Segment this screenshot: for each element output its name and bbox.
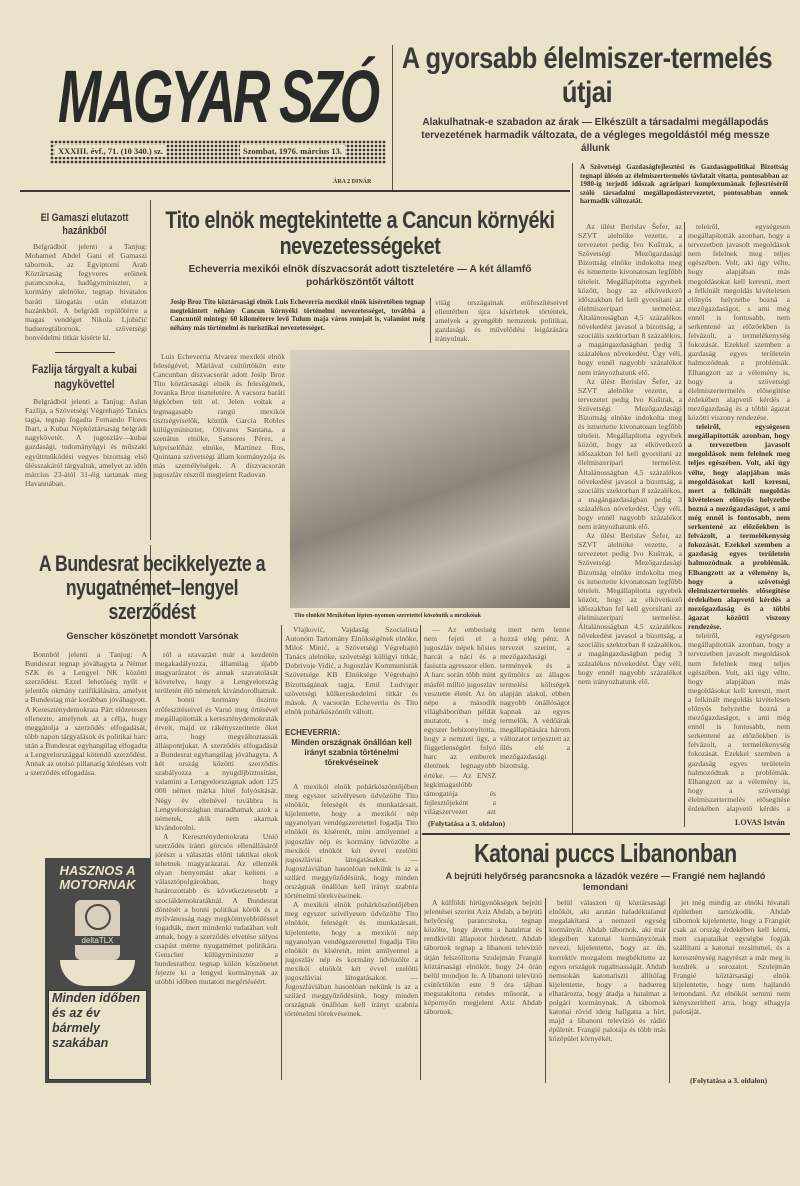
- paragraph: Belgrádból jelenti a Tanjug: Mohamed Abdel Gani el Gamaszi tábornok, az Egyiptomi Arab Köztársaság fegyveres erőinek parancsnoka, hadügyminiszter, a kormány alelnöke, tegnap hivatalos baráti látogatás után elutazott hazánkból. A belgrádi repülőtérre a magas vendéget Nikola Ljubičić hadseregtábornok, szövetségi honvédelmi titkár kísérte ki.: [25, 242, 147, 342]
- ad-slogan: Minden időben és az év bármely szakában: [48, 990, 147, 1080]
- paragraph: jet még mindig az elnöki hivatali épületben tartózkodik. Ahdab tábornok kijelentette, hogy a Frangiét csak az ország érdekében kell kérni, mert csapataikat egységbe fogják szállítani a katonai rezsimmel, és a kereszténység nagyrészt a már meg is kezdték a sorozatot. Szulejmán Frangié köztársasági elnök kijelentette, hogy nem hajlandó lemondani. Az elnököt semmi nem kényszerítheti arra, hogy elhagyja palotáját.: [673, 898, 790, 1017]
- katonai-body-2: [549, 898, 666, 1083]
- paragraph: belül válaszon új köztársasági elnököt, aki azután haladéktalanul megalakítaná a nemzeti egység kormányát. Ahdab tábornok, aki már idegeiben katonai kormányzónak nevezi, kijelentette, hogy az ún. korrektív mozgalom megbékítette az egyes országok rugalmasságát. Ahdab nemsokán katonatiszti állítólag kijelentette, hogy a hadsereg elhatározta, hogy átadja a hatalmat a polgári kormánynak. A tábornok katonai rövid ideig hallgatta a hírt, majd a libanoni televízió és rádió épületét. Frangié palotája és több más középület környékét.: [549, 898, 666, 1044]
- paragraph: mert nem lenne hozzá elég pénz. A tervezet szerint, a mezőgazdasági termények és a gyümölcs az állagos termelési költségek alapján alakul, ebben nagyobb önállóságot kapnak az egyes termelők. A védőárak megállapítására három változatot terjesztett az ülés elé a mezőgazdasági bizottság.: [500, 625, 570, 771]
- paragraph: teleiről, egységesen megállapították azonban, hogy a tervezetben javasolt megoldások nem felelnek meg teljes egészében. Volt, aki úgy vélte, hogy alapjában más megoldásokat kell keresni, mert a felkínált megoldás kivételesen előnyös helyzetbe hozná a mezőgazdaságot, s ami még ennél is fontosabb, nem serkentené az előzőekben is felvázolt, a termelékenység fokozását. Ezekkel szemben a gazdaság egyes területein halmozódnak a problémák. Elhangzott az a vélemény is, hogy a szövetségi élelmiszertermelés elősegítése érdekében alapvető kérdés a: [688, 631, 790, 813]
- box-text: Minden országnak önállóan kell irányt szabnia történelmi törekvéseinek: [291, 738, 412, 767]
- paragraph: Belgrádból jelenti a Tanjug: Aslan Fazlija, a Szövetségi Végrehajtó Tanács tagja, tegnap fogadta Fernando Flores Ibart, a Kubai Népköztársaság belgrádi nagykövetét. A jugoszláv—kubai gazdasági, tudományügyi és műszaki együttműködési vegyes bizottság első ülésszakáról tárgyaltak, amelyet az idén március 23-ától 31-éig tartanak meg Havannában.: [25, 397, 147, 488]
- price: ÁRA 2 DINÁR: [333, 179, 372, 185]
- katonai-body-3: [673, 898, 790, 1071]
- tito-intro: Josip Broz Tito köztársasági elnök Luis Echeverria mexikói elnök kíséretében tegnap megtekintett néhány Cancun környéki történelmi nevezetességet, továbbá a Cancuntól mintegy 60 kilométerre levő Tulum maja város romjait is, valamint még néhány más történelmi és turisztikai nevezetességet.: [170, 298, 425, 332]
- paragraph: Az ülést Berislav Šefer, az SZVT alelnöke vezette, a tervezetet pedig Ivo Kuštrak, a Szövetségi Mezőgazdasági Bizottság elnöke indokolta meg és ismertette kivonatosan legfőbb tételeit. Megállapította egyebek között, hogy az elkövetkező időszakban fel kell gyorsítani az élelmiszeripari termelést. Általánosságban 4,5 százalékos növekedést javasol a bizottság, a szociális szektorban 8 százalékos, a magángazdaságban pedig 3 százalékos növekedést. Úgy véli, hogy ennél nagyobb százalékot nem irányozhatunk elő.: [578, 531, 682, 686]
- tito-body-3: [285, 782, 418, 1080]
- paragraph: teleiről, egységesen megállapították azonban, hogy a tervezetben javasolt megoldások nem felelnek meg teljes egészében. Volt, aki úgy vélte, hogy alapjában más megoldásokat kell keresni, mert a felkínált megoldás kivételesen előnyös helyzetbe hozná a mezőgazdaságot, s ami még ennél is fontosabb, nem serkentené az előzőekben is felvázolt, a termelékenység fokozását. Ezekkel szemben a gazdaság egyes területein halmozódnak a problémák. Elhangzott az a vélemény is, hogy a szövetségi élelmiszertermelés elősegítése érdekében alapvető kérdés a mezőgazdaság és a többi ágazat közötti viszony rendezése.: [688, 222, 790, 422]
- paragraph: Az ülést Berislav Šefer, az SZVT alelnöke vezette, a tervezetet pedig Ivo Kuštrak, a Szövetségi Mezőgazdasági Bizottság elnöke indokolta meg és ismertette kivonatosan legfőbb tételeit. Megállapította egyebek között, hogy az elkövetkező időszakban fel kell gyorsítani az élelmiszeripari termelést. Általánosságban 4,5 százalékos növekedést javasol a bizottság, a szociális szektorban 8 százalékos, a magángazdaságban pedig 3 százalékos növekedést. Úgy véli, hogy ennél nagyobb százalékot nem irányozhatunk elő.: [578, 222, 682, 377]
- paragraph: Vlajković, Vajdaság Szocialista Autonóm Tartomány Elnökségének elnöke, Miloš Minić, a Szövetségi Végrehajtó Tanács alelnöke, szövetségi külügyi titkár, Dobrivoje Vidić, a Jugoszláv Kommunisták Szövetsége KB Elnöksége Végrehajtó Bizottságának tagja, Emil Ludviger szövetségi külkereskedelmi titkár és mások. A vacsorán Echeverria és Tito elnök pohárköszöntőt váltott.: [285, 625, 418, 716]
- paragraph: A Kereszténydemokrata Unió szerződés iránti görcsös ellenállásáról jórészt a választás előtti taktikai okok lehetnek magyarázatai. Az ellenzék olyan benyomást akar kelteni a választópolgárokban, hogy határozottabb és következetesebb a szociáldemokratáknál. A Bundesrat döntését a bonni politikai körök és a nyilvánosság nagy megkönnyebbüléssel fogadták, mert mindenki tudatában volt annak, hogy a szerződés elvetése súlyos csapást mérne nyugatnémet politikára. Genscher külügyminiszter a bundesrathoz tegnap külön köszönetet fejezte ki a lengyel kormánynak az utóbbi időben mutatott megértéséért.: [155, 831, 278, 987]
- tito-body-1: [153, 352, 285, 547]
- bundesrat-headline: A Bundesrat becikkelyezte a nyugatnémet–lengyel szerződést: [38, 551, 266, 624]
- issue-bar: [50, 140, 386, 164]
- ad-headline: HASZNOS A MOTORNAK: [59, 863, 136, 892]
- echeverria-box: [285, 728, 418, 768]
- lead-intro: A Szövetségi Gazdaságfejlesztési és Gazdaságpolitikai Bizottság tegnapi ülésén az élelmiszertermelés távlatait vitatta, pontosabban az 1980-ig terjedő időszak agráripari komplexumának fejlesztéséről szóló társadalmi megállapodástervezetet, pontosabban ennek harmadik változatát.: [580, 163, 788, 205]
- paragraph: ról a szavazást már a kezdetén megakadályozza, államilag újabb magyarázatot és annak szavatolását követelve, hogy a Lengyelország területén élő németek kivándorolhatnak. A bonni kormány őszinte erőfeszítéseivel és Varsó meg értésével megállapították a kereszténydemokraták érveit, majd ez rákényszerítette őket arra, hogy megváltoztassák álláspontjukat. A szerződés elfogadását a Bundesrat egyhangúlag jóváhagyta. A két ország közötti szerződés szabályozza a nyugdíjbiztosítást, valamint a Lengyelországnak adott 125 000 német márka hitel folyósítását. Négy év elteltével továbbra is Lengyelországban maradhatnak azok a németek, akik nem akarnak kivándorolni.: [155, 650, 278, 832]
- box-label: ECHEVERRIA:: [285, 728, 341, 737]
- product-name: deltaTLX: [75, 936, 120, 945]
- tito-subhead: Echeverria mexikói elnök díszvacsorát adott tiszteletére — A két államfő pohárköszöntőt váltott: [188, 264, 532, 288]
- tito-continued: (Folytatása a 3. oldalon): [428, 819, 506, 828]
- gamaszi-body: [25, 242, 147, 342]
- photo-caption: Tito elnököt Mexikóban lépten-nyomon szeretettel köszöntik a mexikóiak: [294, 612, 481, 619]
- tito-photo: [290, 350, 570, 608]
- lead-headline: A gyorsabb élelmiszer-termelés útjai: [401, 42, 773, 109]
- paragraph: A mexikói elnök pohárköszöntőjében meg egyszer szívélyesen üdvözölte Tito elnököt, feleségét és munkatársait, kijelentette, hogy a mexikói nép ugyanolyan vendégszeretettel fogadja Tito elnököt és kíséretét, mint amilyennel a jugoszláv nép és kormány üdvözölte a mexikói elnököt két évvel ezelőtti jugoszláviai látogatásakor. — Jugoszláviában hasonlóan nekünk is az a szilárd meggyőződésünk, hogy minden országnak önállóan kell irányt szabnia történelmi törekvéseinek.: [285, 782, 418, 901]
- katonai-body-1: [424, 898, 542, 1083]
- paragraph: Bonnból jelenti a Tanjug: A Bundesrat tegnap jóváhagyta a Német SZK és a Lengyel NK közötti szerződést. Ezzel lehetőség nyílt e jelentős okmány ratifikálására, amelyet a Bundestag már korábban jóváhagyott. A Kereszténydemokrata Párt előzetesen ellenezte, amelynek az a célja, hogy meggátolja a szerződés elfogadását, több napon tárgyalások és politikai harc után a Bundesrat egyhangúlag elfogadta a Lengyelországgal kötendő szerződést. Annak az utolsó pillanatig kérdéses volt a szerződés elfogadása.: [25, 650, 147, 778]
- deltatlx-advertisement[interactable]: [45, 858, 150, 1083]
- paragraph: — Az emberiség nem fejeti el a jugoszláv népek hősies harcát a náci és a fasiszta agresszor ellen. A harc során több mint másfél millió jugoszláv vesztette életét. Az ön népe a második világháborúban példát mutatott, s még egyszer bebizonyította, hogy a nemzeti ügy, a függetlenségért folyó harc az emberek életének legnagyobb értéke. — Az ENSZ legkimagaslóbb támogatója és fejlesztőjeként a világszervezet azt: [424, 625, 496, 815]
- issue-number: XXXIII. évf., 71. (10 340.) sz.: [55, 145, 166, 157]
- tito-headline: Tito elnök megtekintette a Cancun környéki nevezetességeket: [165, 207, 555, 260]
- hand-icon: [60, 960, 135, 986]
- lead-byline: LOVAS István: [735, 818, 785, 827]
- katonai-subhead: A bejrúti helyőrség parancsnoka a lázadók vezére — Frangié nem hajlandó lemondani: [445, 871, 766, 892]
- paragraph: Az ülést Berislav Šefer, az SZVT alelnöke vezette, a tervezetet pedig Ivo Kuštrak, a Szövetségi Mezőgazdasági Bizottság elnöke indokolta meg és ismertette kivonatosan legfőbb tételeit. Megállapította egyebek között, hogy az elkövetkező időszakban fel kell gyorsítani az élelmiszeripari termelést. Általánosságban 4,5 százalékos növekedést javasol a bizottság, a szociális szektorban 8 százalékos, a magángazdaságban pedig 3 százalékos növekedést. Úgy véli, hogy ennél nagyobb százalékot nem irányozhatunk elő.: [578, 376, 682, 532]
- katonai-headline: Katonai puccs Libanonban: [474, 838, 737, 868]
- lead-body-1: [578, 222, 682, 827]
- tito-intro-2: világ országainak erőfeszítéseivel ellentétben újra kísérletek történtek, amelyek a gyengébb nemzetek politikai, gazdasági és művelődési leigázására irányulnak.: [435, 298, 568, 344]
- tito-body-4: [424, 625, 496, 815]
- bundesrat-subhead: Genscher köszönetet mondott Varsónak: [66, 631, 239, 641]
- bundesrat-body-1: [25, 650, 147, 850]
- bundesrat-body-2: [155, 650, 278, 1080]
- tito-body-2: [285, 625, 418, 720]
- paragraph: Luis Echeverria Alvarez mexikói elnök feleségével, Máriával csütörtökön este Cancunban díszvacsorát adott Josip Broz Tito köztársasági elnök és feleségének, Jovanka Broz tiszteletére. A vacsora baráti légkörben telt el. Jelen voltak a legmagasabb rangú mexikói tisztségviselők, köztük García Robles külügyminiszter, Olivares Santana, a szenátus elnöke, Sansores Pérez, a képviselőház elnöke, Martínez Ros, Quintana szövetségi állam kormányzója és más személyiségek. A díszvacsorán jugoszláv részről megjelent Radovan: [153, 352, 285, 480]
- lead-body-2: [688, 222, 790, 813]
- masthead: [50, 55, 390, 195]
- katonai-continued: (Folytatása a 3. oldalon): [690, 1076, 768, 1085]
- issue-date: Szombat, 1976. március 13.: [240, 145, 345, 157]
- gamaszi-headline: El Gamaszi elutazott hazánkból: [40, 212, 129, 237]
- fazlija-body: [25, 397, 147, 527]
- paragraph: A külföldi hírügynökségek bejrúti jelentései szerint Aziz Ahdab, a bejrúti helyőrség parancsnoka, tegnap közölte, hogy átvette a hatalmat és rendkívüli állapotot hirdetett. Ahdab tábornok tegnap a libanoni televízió útján felszólította Szulejmán Frangié köztársasági elnököt, hogy 24 órán belül mondjon le. A libanoni televízió csütörtökön este 9 óra tájban megszakította rendes műsorát, a képernyőn megjelent Aziz Ahdab tábornok.: [424, 898, 542, 1017]
- newspaper-logo: MAGYAR SZÓ: [58, 55, 378, 138]
- paragraph: A mexikói elnök pohárköszöntőjében meg egyszer szívélyesen üdvözölte Tito elnököt, feleségét és munkatársait, kijelentette, hogy a mexikói nép ugyanolyan vendégszeretettel fogadja Tito elnököt és kíséretét, mint amilyennel a jugoszláv nép és kormány üdvözölte a mexikói elnököt két évvel ezelőtti jugoszláviai látogatásakor. — Jugoszláviában hasonlóan nekünk is az a szilárd meggyőződésünk, hogy minden országnak önállóan kell irányt szabnia történelmi törekvéseinek.: [285, 900, 418, 1019]
- fazlija-headline: Fazlija tárgyalt a kubai nagykövettel: [31, 362, 137, 391]
- lead-subhead: Alakulhatnak-e szabadon az árak — Elkészült a társadalmi megállapodás tervezetének harmadik változata, de a végleges megoldástól még messze állunk: [421, 117, 770, 154]
- tito-body-5: [500, 625, 570, 815]
- paragraph: teleiről, egységesen megállapították azonban, hogy a tervezetben javasolt megoldások nem felelnek meg teljes egészében. Volt, aki úgy vélte, hogy alapjában más megoldásokat kell keresni, mert a felkínált megoldás kivételesen előnyös helyzetbe hozná a mezőgazdaságot, s ami még ennél is fontosabb, nem serkentené az előzőekben is felvázolt, a termelékenység fokozását. Ezekkel szemben a gazdaság egyes területein halmozódnak a problémák. Elhangzott az a vélemény is, hogy a szövetségi élelmiszertermelés elősegítése érdekében alapvető kérdés a mezőgazdaság és a többi ágazat közötti viszony rendezése.: [688, 422, 790, 632]
- oil-can-icon: [75, 900, 120, 960]
